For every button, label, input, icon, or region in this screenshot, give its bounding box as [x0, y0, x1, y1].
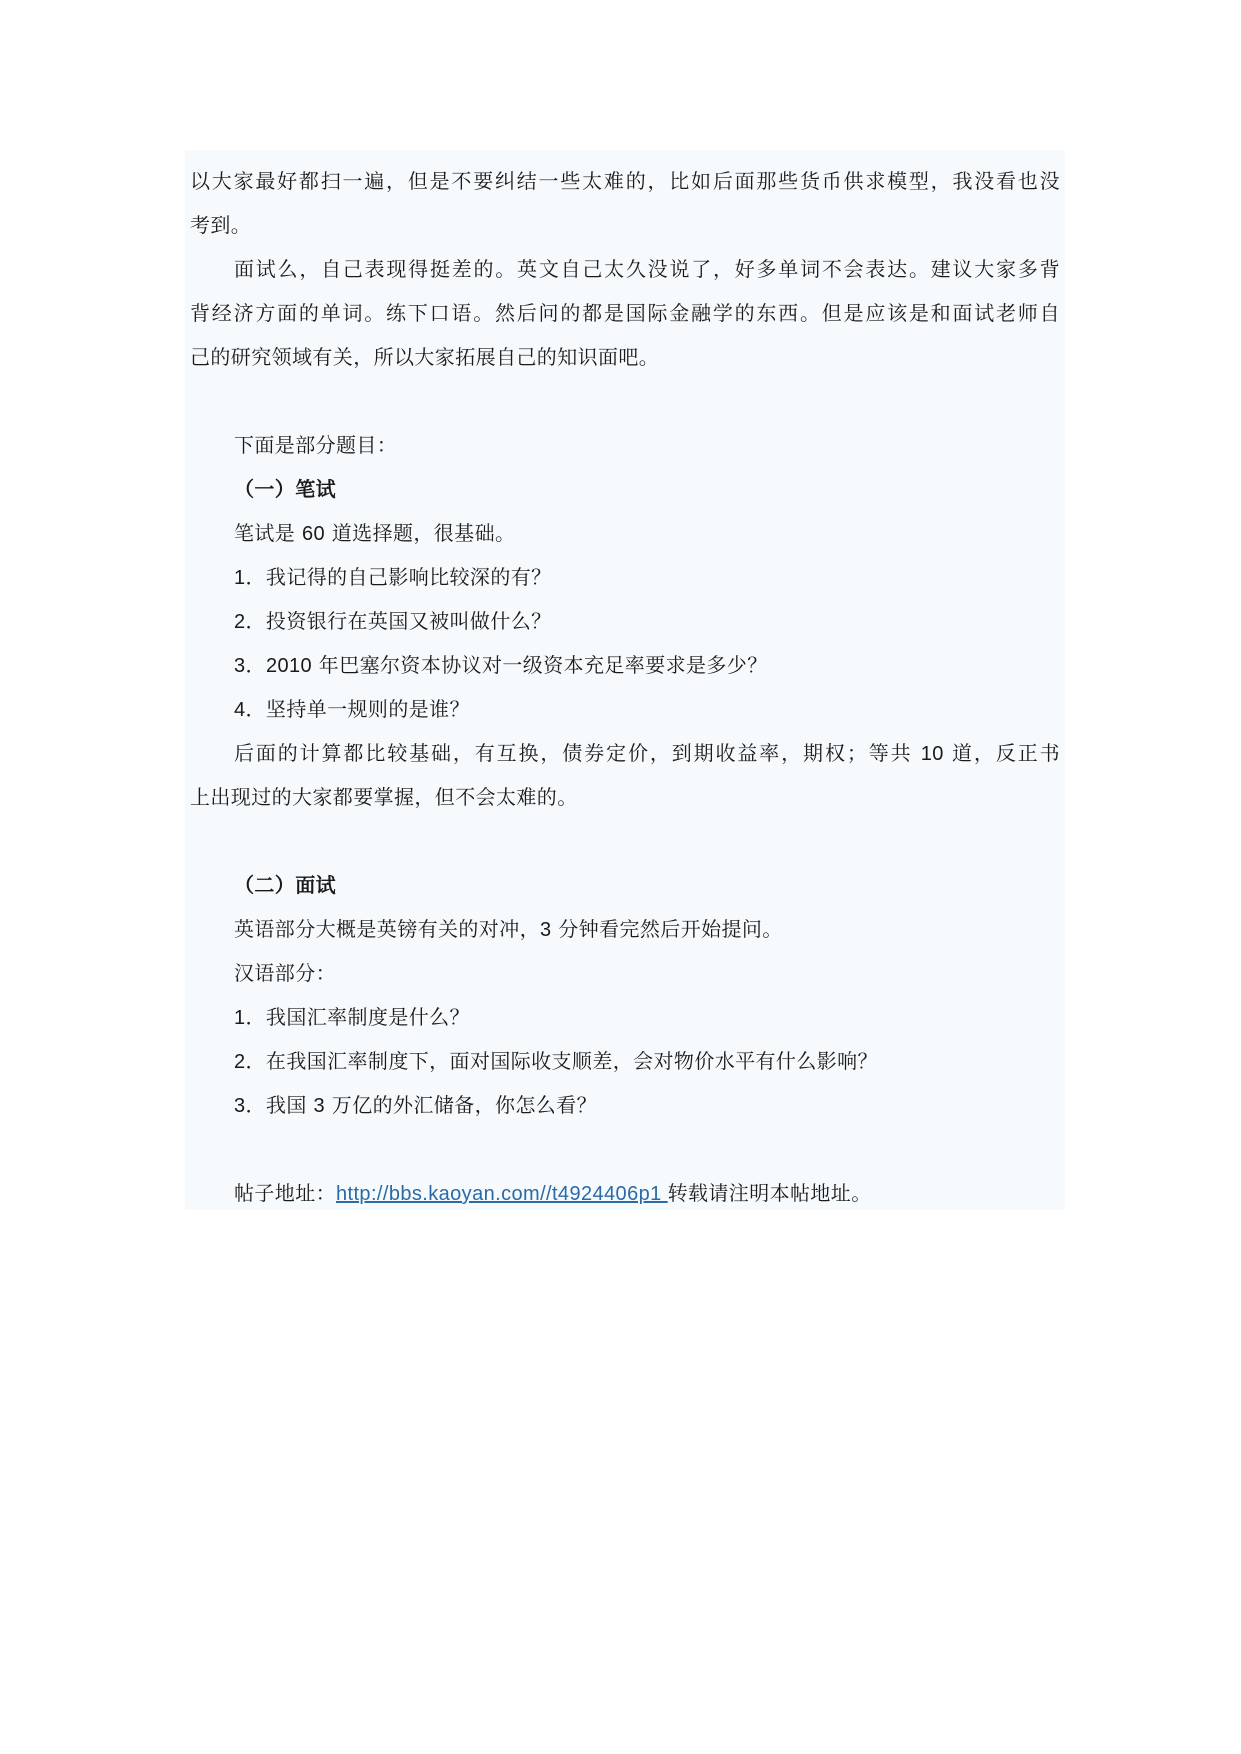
written-question	[190, 643, 1060, 687]
blank-line	[190, 1127, 1060, 1171]
blank-line	[190, 379, 1060, 423]
interview-question	[190, 1083, 1060, 1127]
question-rest: 年巴塞尔资本协议对一级资本充足率要求是多少？	[312, 653, 768, 677]
question-number: 4	[234, 699, 246, 721]
question-number: 2	[234, 1051, 246, 1073]
written-summary-pre: 笔试是	[234, 521, 302, 545]
english-part	[190, 907, 1060, 951]
calc-line	[190, 731, 1060, 775]
paragraph-line: 面试么，自己表现得挺差的。英文自己太久没说了，好多单词不会表达。建议大家多背	[234, 257, 1060, 281]
question-text: ．我国汇率制度是什么？	[245, 1005, 470, 1029]
question-year: 2010	[265, 655, 313, 677]
blank-line	[190, 819, 1060, 863]
english-pre: 英语部分大概是英镑有关的对冲，	[234, 917, 540, 941]
question-text: ．我国	[245, 1093, 314, 1117]
written-summary-num: 60	[301, 523, 326, 545]
english-post: 分钟看完然后开始提问。	[551, 917, 783, 941]
question-text: ．坚持单一规则的是谁？	[245, 697, 470, 721]
calc-pre: 后面的计算都比较基础，有互换，债券定价，到期收益率，期权；等共	[234, 741, 921, 765]
question-text: ．	[245, 653, 266, 677]
document-text	[190, 159, 1060, 1215]
calc-post: 道，反正书	[943, 741, 1060, 765]
paragraph-line: 背经济方面的单词。练下口语。然后问的都是国际金融学的东西。但是应该是和面试老师自	[190, 301, 1060, 325]
question-number: 3	[234, 1095, 246, 1117]
written-heading: （一）笔试	[234, 477, 336, 501]
written-summary	[190, 511, 1060, 555]
question-rest: 万亿的外汇储备，你怎么看？	[325, 1093, 597, 1117]
interview-question	[190, 995, 1060, 1039]
interview-question	[190, 1039, 1060, 1083]
paragraph-line: 考到。	[190, 213, 252, 237]
english-num: 3	[540, 919, 552, 941]
paragraph-line: 以大家最好都扫一遍，但是不要纠结一些太难的，比如后面那些货币供求模型，我没看也没	[190, 169, 1060, 193]
footer-label: 帖子地址：	[234, 1181, 336, 1205]
question-number: 2	[234, 611, 246, 633]
written-summary-post: 道选择题，很基础。	[325, 521, 516, 545]
paragraph-line: 己的研究领域有关，所以大家拓展自己的知识面吧。	[190, 345, 660, 369]
question-text: ．在我国汇率制度下，面对国际收支顺差，会对物价水平有什么影响？	[245, 1049, 878, 1073]
chinese-label: 汉语部分：	[234, 961, 336, 985]
written-question	[190, 599, 1060, 643]
footer-note: 转载请注明本帖地址。	[667, 1181, 872, 1205]
question-number: 1	[234, 1007, 246, 1029]
written-question	[190, 687, 1060, 731]
intro-text: 下面是部分题目：	[234, 433, 398, 457]
written-question	[190, 555, 1060, 599]
question-number: 1	[234, 567, 246, 589]
post-url-link[interactable]: http://bbs.kaoyan.com//t4924406p1	[336, 1183, 668, 1205]
question-number: 3	[234, 655, 246, 677]
question-text: ．投资银行在英国又被叫做什么？	[245, 609, 552, 633]
calc-line: 上出现过的大家都要掌握，但不会太难的。	[190, 785, 578, 809]
question-text: ．我记得的自己影响比较深的有？	[245, 565, 552, 589]
footer-line	[190, 1171, 1060, 1215]
interview-heading: （二）面试	[234, 873, 336, 897]
calc-num: 10	[920, 743, 944, 765]
question-amount: 3	[313, 1095, 326, 1117]
